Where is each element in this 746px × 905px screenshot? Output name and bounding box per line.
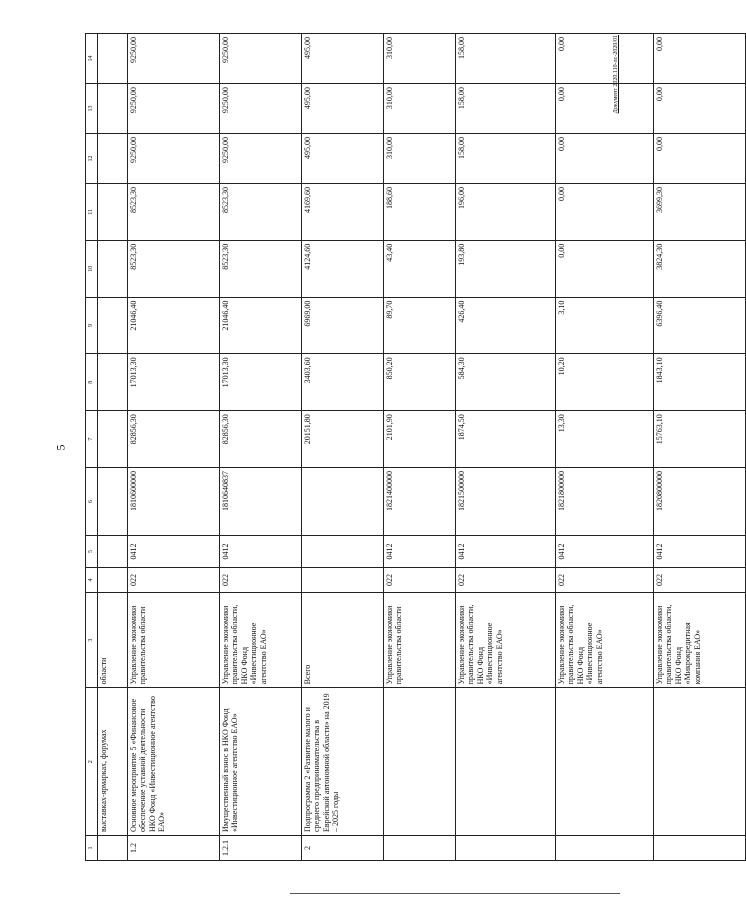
cell-c8: 584,30: [456, 354, 556, 411]
cell-c11: 188,60: [384, 184, 456, 241]
cell-c6: 1810600000: [128, 467, 220, 535]
cell-c8: 17013,30: [220, 354, 302, 411]
cell-c2: [456, 688, 556, 836]
cell-c3: Управление экономики правительства области, НКО Фонд «Микрокредитная компания ЕАО»: [654, 592, 746, 687]
cell-c4: 022: [384, 567, 456, 592]
cell-c7: 20151,80: [302, 411, 384, 468]
cell-c10: 8523,30: [128, 240, 220, 297]
table-row: [654, 34, 746, 861]
cell-c8: 17013,30: [128, 354, 220, 411]
cell-c13: 0,00: [654, 84, 746, 134]
col-num: 5: [86, 536, 98, 568]
col-num: 4: [86, 567, 98, 592]
col-num: 1: [86, 836, 98, 861]
cell-c3: Управление экономики правительства области, НКО Фонд «Инвестиционное агентство ЕАО»: [556, 592, 654, 687]
cell-c8: 3403,60: [302, 354, 384, 411]
cell-c12: 310,00: [384, 134, 456, 184]
cell-c6: 1821500000: [456, 467, 556, 535]
cell-c12: [98, 134, 128, 184]
cell-c7: [98, 411, 128, 468]
cell-c12: 495,00: [302, 134, 384, 184]
footer-code: Документ 2020.110-лс-2020/01: [613, 35, 619, 114]
cell-c4: 022: [556, 567, 654, 592]
cell-c3: Всего: [302, 592, 384, 687]
cell-c5: 0412: [128, 536, 220, 568]
cell-c9: 21046,40: [128, 297, 220, 354]
cell-c3: Управление экономики правительства области, НКО Фонд «Инвестиционное агентство ЕАО»: [220, 592, 302, 687]
col-num: 11: [86, 184, 98, 241]
cell-c13: 495,00: [302, 84, 384, 134]
table-body: [98, 34, 746, 861]
cell-c7: 82856,30: [128, 411, 220, 468]
cell-c2: Имущественный взнос в НКО Фонд «Инвестиционное агентство ЕАО»: [220, 688, 302, 836]
cell-c2: выставках-ярмарках, форумах: [98, 688, 128, 836]
cell-c2: [654, 688, 746, 836]
cell-c12: 0,00: [654, 134, 746, 184]
cell-c6: [302, 467, 384, 535]
cell-c2: Основное мероприятие 5 «Финансовое обеспечение уставной деятельности НКО Фонд «Инвестиционное агентство ЕАО»: [128, 688, 220, 836]
cell-c6: 1821400000: [384, 467, 456, 535]
cell-c10: 0,00: [556, 240, 654, 297]
cell-c4: [98, 567, 128, 592]
cell-c4: [302, 567, 384, 592]
col-num: 2: [86, 688, 98, 836]
cell-c7: 2101,90: [384, 411, 456, 468]
cell-c2: [384, 688, 456, 836]
cell-c1: 1.2: [128, 836, 220, 861]
cell-c6: 1821800000: [556, 467, 654, 535]
col-num: 9: [86, 297, 98, 354]
cell-c3: Управление экономики правительства области: [384, 592, 456, 687]
cell-c8: [98, 354, 128, 411]
cell-c5: 0412: [456, 536, 556, 568]
cell-c1: [456, 836, 556, 861]
cell-c8: 850,20: [384, 354, 456, 411]
cell-c10: [98, 240, 128, 297]
cell-c12: 0,00: [556, 134, 654, 184]
cell-c11: [98, 184, 128, 241]
col-num: 14: [86, 34, 98, 84]
table-row: [98, 34, 128, 861]
cell-c10: 43,40: [384, 240, 456, 297]
col-num: 6: [86, 467, 98, 535]
cell-c10: 4124,60: [302, 240, 384, 297]
cell-c11: 196,00: [456, 184, 556, 241]
cell-c13: 158,00: [456, 84, 556, 134]
cell-c2: Подпрограмма 2 «Развитие малого и среднего предпринимательства в Еврейской автономной области» на 2019 – 2025 годы: [302, 688, 384, 836]
cell-c6: 1810640837: [220, 467, 302, 535]
budget-table: [85, 33, 746, 861]
cell-c9: 426,40: [456, 297, 556, 354]
cell-c5: 0412: [220, 536, 302, 568]
cell-c4: 022: [128, 567, 220, 592]
cell-c4: 022: [220, 567, 302, 592]
cell-c1: [654, 836, 746, 861]
cell-c13: 310,00: [384, 84, 456, 134]
cell-c12: 9250,00: [128, 134, 220, 184]
cell-c1: 2: [302, 836, 384, 861]
cell-c13: 9250,00: [220, 84, 302, 134]
cell-c3: области: [98, 592, 128, 687]
cell-c3: Управление экономики правительства области: [128, 592, 220, 687]
cell-c9: 21046,40: [220, 297, 302, 354]
cell-c8: 10,20: [556, 354, 654, 411]
cell-c11: 3699,30: [654, 184, 746, 241]
col-num: 3: [86, 592, 98, 687]
cell-c8: 1843,10: [654, 354, 746, 411]
cell-c14: 9250,00: [220, 34, 302, 84]
cell-c5: 0412: [556, 536, 654, 568]
cell-c14: 158,00: [456, 34, 556, 84]
cell-c10: 8523,30: [220, 240, 302, 297]
col-num: 7: [86, 411, 98, 468]
cell-c9: 3,10: [556, 297, 654, 354]
table-row: [128, 34, 220, 861]
cell-c11: 4169,60: [302, 184, 384, 241]
cell-c4: 022: [456, 567, 556, 592]
page-number: 5: [53, 444, 68, 451]
table-row: [556, 34, 654, 861]
cell-c6: [98, 467, 128, 535]
cell-c5: 0412: [654, 536, 746, 568]
cell-c13: [98, 84, 128, 134]
cell-c7: 1874,50: [456, 411, 556, 468]
cell-c12: 158,00: [456, 134, 556, 184]
cell-c9: [98, 297, 128, 354]
cell-c12: 9250,00: [220, 134, 302, 184]
rotated-table-container: [85, 33, 702, 861]
cell-c1: 1.2.1: [220, 836, 302, 861]
col-num: 8: [86, 354, 98, 411]
table-row: [384, 34, 456, 861]
col-num: 12: [86, 134, 98, 184]
cell-c7: 82856,30: [220, 411, 302, 468]
cell-c7: 13,30: [556, 411, 654, 468]
cell-c6: 1820800000: [654, 467, 746, 535]
table-row: [456, 34, 556, 861]
cell-c5: 0412: [384, 536, 456, 568]
cell-c3: Управление экономики правительства области, НКО Фонд «Инвестиционное агентство ЕАО»: [456, 592, 556, 687]
cell-c9: 89,70: [384, 297, 456, 354]
cell-c14: [98, 34, 128, 84]
table-row: [220, 34, 302, 861]
column-number-row: [86, 34, 98, 861]
cell-c13: 9250,00: [128, 84, 220, 134]
cell-c10: 3824,30: [654, 240, 746, 297]
col-num: 10: [86, 240, 98, 297]
cell-c7: 15763,10: [654, 411, 746, 468]
cell-c13: 0,00: [556, 84, 654, 134]
cell-c11: 8523,30: [128, 184, 220, 241]
cell-c5: [98, 536, 128, 568]
cell-c1: [384, 836, 456, 861]
cell-c4: 022: [654, 567, 746, 592]
cell-c14: 310,00: [384, 34, 456, 84]
cell-c9: 6969,00: [302, 297, 384, 354]
col-num: 13: [86, 84, 98, 134]
cell-c9: 6396,40: [654, 297, 746, 354]
cell-c11: 0,00: [556, 184, 654, 241]
cell-c11: 8523,30: [220, 184, 302, 241]
bottom-rule: [290, 893, 620, 894]
cell-c14: 0,00: [556, 34, 654, 84]
cell-c10: 193,80: [456, 240, 556, 297]
cell-c14: 495,00: [302, 34, 384, 84]
cell-c5: [302, 536, 384, 568]
cell-c1: [98, 836, 128, 861]
cell-c1: [556, 836, 654, 861]
cell-c14: 0,00: [654, 34, 746, 84]
cell-c14: 9250,00: [128, 34, 220, 84]
cell-c2: [556, 688, 654, 836]
table-row: [302, 34, 384, 861]
